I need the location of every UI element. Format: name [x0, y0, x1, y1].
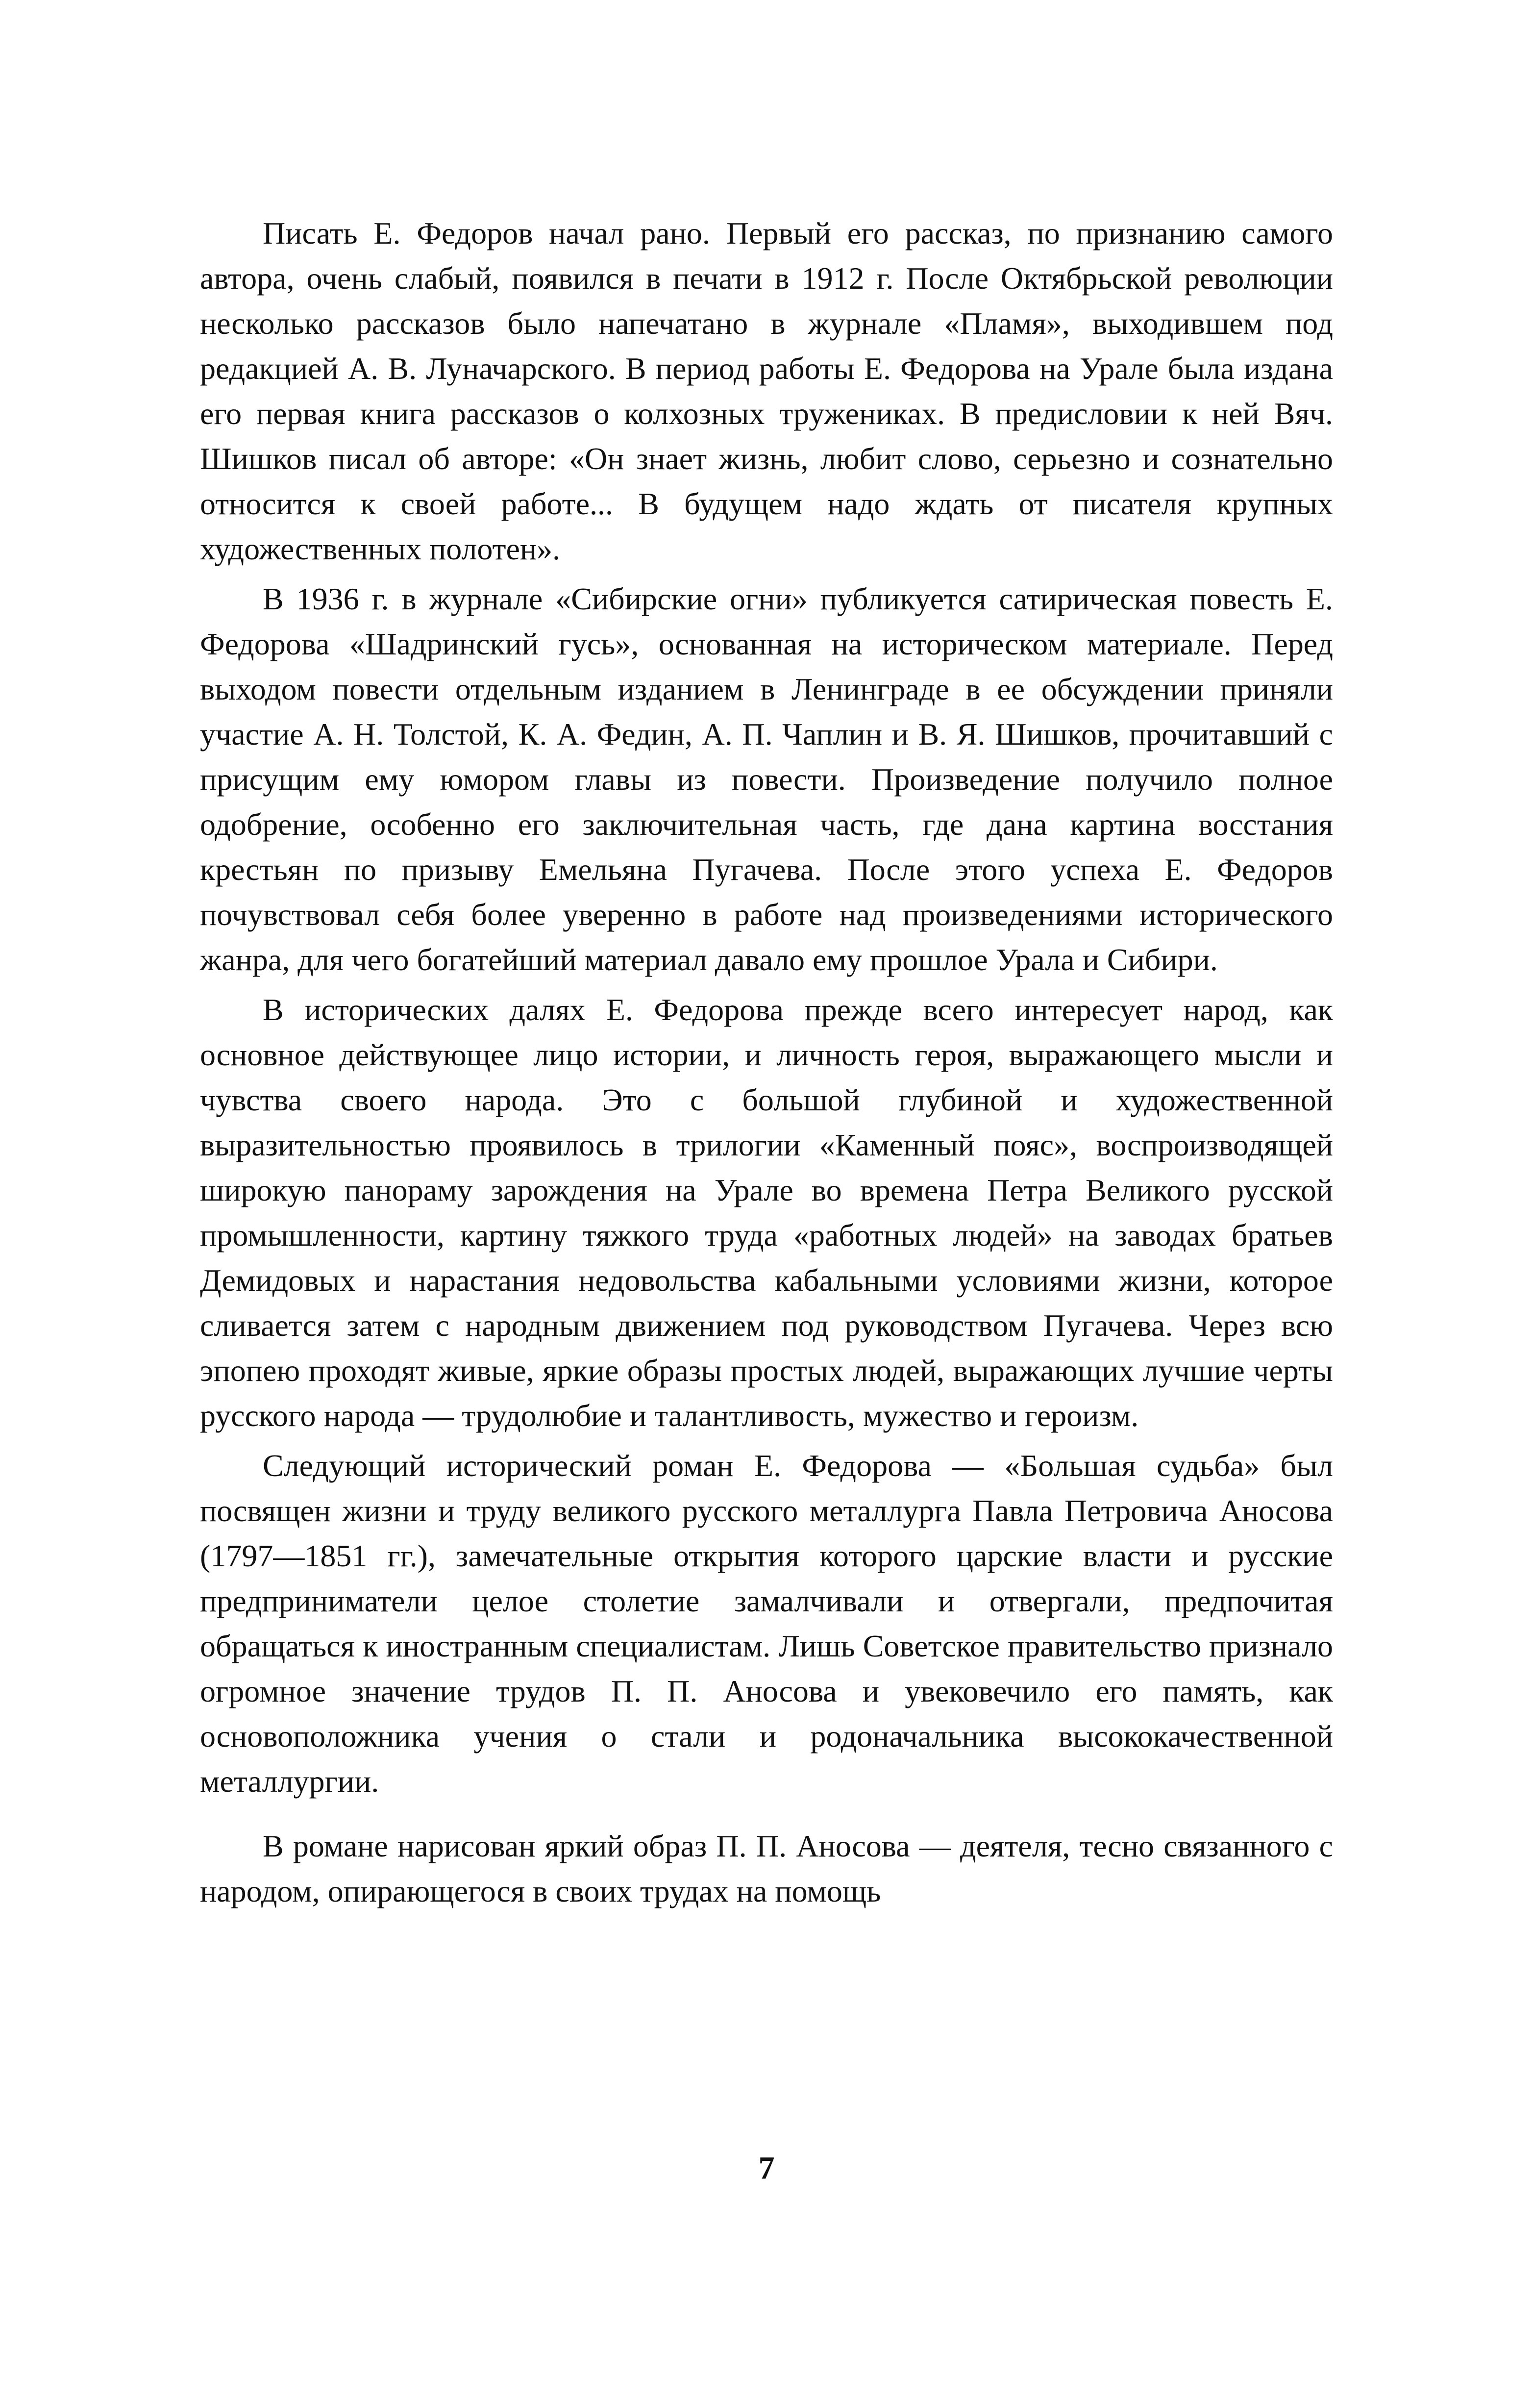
page-number: 7 — [758, 2150, 775, 2186]
paragraph-4: Следующий исторический роман Е. Федорова — «Большая судьба» был посвящен жизни и труду великого русского металлурга Павла Петровича Аносова (1797—1851 гг.), замечательные открытия которого царские власти и русские предприниматели целое столетие замалчивали и отвергали, предпочитая обращаться к иностранным специалистам. Лишь Советское правительство признало огромное значение трудов П. П. Аносова и увековечило его память, как основоположника учения о стали и родоначальника высококачественной металлургии. — [200, 1448, 1333, 1799]
paragraph-1: Писать Е. Федоров начал рано. Первый его рассказ, по признанию самого автора, очень слабый, появился в печати в 1912 г. После Октябрьской революции несколько рассказов было напечатано в журнале «Пламя», выходившем под редакцией А. В. Луначарского. В период работы Е. Федорова на Урале была издана его первая книга рассказов о колхозных тружениках. В предисловии к ней Вяч. Шишков писал об авторе: «Он знает жизнь, любит слово, серьезно и сознательно относится к своей работе... В будущем надо ждать от писателя крупных художественных полотен». — [200, 216, 1333, 566]
body-text — [200, 211, 1333, 1914]
paragraph-2: В 1936 г. в журнале «Сибирские огни» публикуется сатирическая повесть Е. Федорова «Шадринский гусь», основанная на историческом материале. Перед выходом повести отдельным изданием в Ленинграде в ее обсуждении приняли участие А. Н. Толстой, К. А. Федин, А. П. Чаплин и В. Я. Шишков, прочитавший с присущим ему юмором главы из повести. Произведение получило полное одобрение, особенно его заключительная часть, где дана картина восстания крестьян по призыву Емельяна Пугачева. После этого успеха Е. Федоров почувствовал себя более уверенно в работе над произведениями исторического жанра, для чего богатейший материал давало ему прошлое Урала и Сибири. — [200, 581, 1333, 977]
paragraph-3: В исторических далях Е. Федорова прежде всего интересует народ, как основное действующее лицо истории, и личность героя, выражающего мысли и чувства своего народа. Это с большой глубиной и художественной выразительностью проявилось в трилогии «Каменный пояс», воспроизводящей широкую панораму зарождения на Урале во времена Петра Великого русской промышленности, картину тяжкого труда «работных людей» на заводах братьев Демидовых и нарастания недовольства кабальными условиями жизни, которое сливается затем с народным движением под руководством Пугачева. Через всю эпопею проходят живые, яркие образы простых людей, выражающих лучшие черты русского народа — трудолюбие и талантливость, мужество и героизм. — [200, 992, 1333, 1433]
paragraph-5: В романе нарисован яркий образ П. П. Аносова — деятеля, тесно связанного с народом, опирающегося в своих трудах на помощь — [200, 1829, 1333, 1908]
